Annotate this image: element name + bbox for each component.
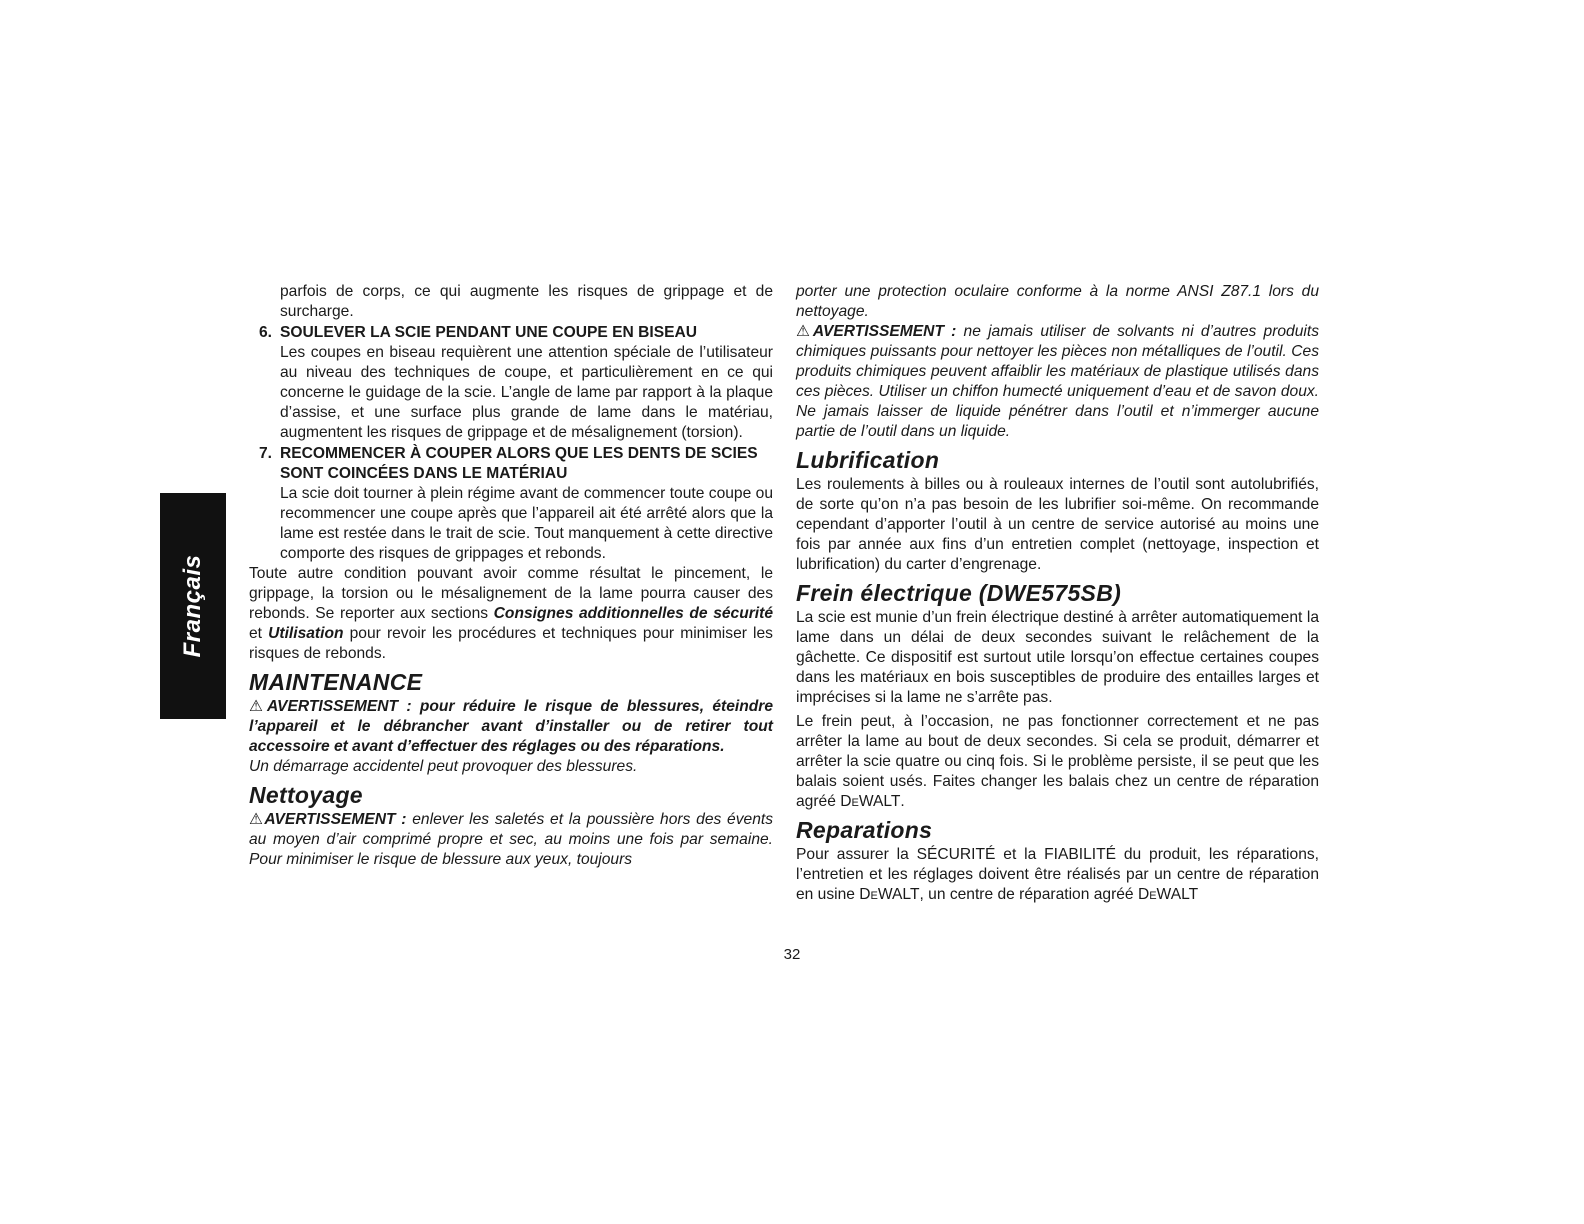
- warning-text: ne jamais utiliser de solvants ni d’autres produits chimiques puissants pour nettoyer les pièces non métalliques de l’outil. Ces produits chimiques peuvent affaiblir les matériaux de plastique utilisés dans ces pièces. Utiliser un chiffon humecté uniquement d’eau et de savon doux. Ne jamais laisser de liquide pénétrer dans l’outil et n’immerger aucune partie de l’outil dans un liquide.: [796, 323, 1319, 440]
- left-column: [249, 282, 773, 870]
- solvent-warning: [796, 322, 1319, 442]
- electric-brake-paragraph-2: [796, 712, 1319, 812]
- warning-icon: ⚠: [249, 811, 265, 828]
- language-side-tab: [160, 493, 226, 719]
- list-item-title: RECOMMENCER À COUPER ALORS QUE LES DENTS DE SCIES SONT COINCÉES DANS LE MATÉRIAU: [280, 445, 758, 482]
- electric-brake-heading: Frein électrique (DWE575SB): [796, 580, 1122, 606]
- warning-label: AVERTISSEMENT :: [264, 811, 407, 828]
- right-column: [796, 282, 1319, 905]
- section-reference-operation: Utilisation: [268, 625, 344, 642]
- language-tab-label: Français: [179, 554, 206, 658]
- list-item-body: La scie doit tourner à plein régime avant de commencer toute coupe ou recommencer une coupe après que l’appareil ait été arrêté alors que la lame est restée dans le trait de scie. Tout manquement à cette directive comporte des risques de grippages et rebonds.: [280, 485, 773, 562]
- list-item-title: SOULEVER LA SCIE PENDANT UNE COUPE EN BISEAU: [280, 324, 698, 341]
- maintenance-note: Un démarrage accidentel peut provoquer des blessures.: [249, 758, 638, 775]
- page-number: 32: [783, 946, 801, 963]
- repairs-paragraph: [796, 845, 1319, 905]
- warning-text: AVERTISSEMENT : pour réduire le risque de blessures, éteindre l’appareil et le débrancher avant d’installer ou de retirer tout accessoire et avant d’effectuer des réglages ou des réparations.: [249, 698, 773, 755]
- maintenance-warning: [249, 697, 773, 757]
- list-item-6: [249, 323, 773, 443]
- brand-name: DeWALT: [840, 793, 901, 810]
- continued-paragraph: porter une protection oculaire conforme à la norme ANSI Z87.1 lors du nettoyage.: [796, 283, 1319, 320]
- maintenance-heading: MAINTENANCE: [249, 669, 423, 695]
- paragraph-text: et: [249, 625, 269, 642]
- paragraph-text: pour revoir les procédures et techniques pour minimiser les risques de rebonds.: [249, 625, 773, 662]
- lubrication-paragraph: Les roulements à billes ou à rouleaux internes de l’outil sont autolubrifiés, de sorte qu’on n’a pas besoin de les lubrifier soi-même. On recommande cependant d’apporter l’outil à un centre de service autorisé au moins une fois par année aux fins d’un entretien complet (nettoyage, inspection et lubrification) du carter d’engrenage.: [796, 476, 1319, 573]
- continued-paragraph: parfois de corps, ce qui augmente les risques de grippage et de surcharge.: [280, 283, 773, 320]
- lubrication-heading: Lubrification: [796, 447, 940, 473]
- list-item-7: [249, 444, 773, 564]
- repairs-heading: Reparations: [796, 817, 933, 843]
- list-item-number: 7.: [259, 445, 273, 462]
- section-reference-safety: Consignes additionnelles de sécurité: [493, 605, 774, 622]
- warning-text: enlever les saletés et la poussière hors des évents au moyen d’air comprimé propre et sec, au moins une fois par semaine. Pour minimiser le risque de blessure aux yeux, toujours: [249, 811, 774, 868]
- paragraph-text: , un centre de réparation agréé: [919, 886, 1138, 903]
- brand-name: DeWALT: [1137, 886, 1199, 903]
- electric-brake-paragraph-1: La scie est munie d’un frein électrique destiné à arrêter automatiquement la lame dans un délai de deux secondes suivant le relâchement de la gâchette. Ce dispositif est surtout utile lorsqu’on effectue certaines coupes dans les matériaux en bois susceptibles de produire des entailles larges et imprécises si la lame ne s’arrête pas.: [796, 609, 1319, 706]
- warning-icon: ⚠: [249, 698, 267, 715]
- warning-label: AVERTISSEMENT :: [812, 323, 957, 340]
- list-item-body: Les coupes en biseau requièrent une attention spéciale de l’utilisateur au niveau des techniques de coupe, et particulièrement en ce qui concerne le guidage de la scie. L’angle de lame par rapport à la plaque d’assise, et une surface plus grande de lame dans le matériau, augmentent les risques de grippage et de mésalignement (torsion).: [280, 344, 773, 441]
- list-item-number: 6.: [259, 324, 273, 341]
- brand-name: DeWALT: [859, 886, 920, 903]
- paragraph-text: Pour assurer la SÉCURITÉ et la FIABILITÉ du produit, les réparations, l’entretien et les réglages doivent être réalisés par un centre de réparation en usine: [796, 846, 1319, 903]
- paragraph-text: .: [900, 793, 905, 810]
- cleaning-warning: [249, 810, 773, 870]
- paragraph-text: Le frein peut, à l’occasion, ne pas fonctionner correctement et ne pas arrêter la lame au bout de deux secondes. Si cela se produit, démarrer et arrêter la scie quatre ou cinq fois. Si le problème persiste, il se peut que les balais soient usés. Faites changer les balais chez un centre de réparation agréé: [796, 713, 1319, 810]
- paragraph-text: Toute autre condition pouvant avoir comme résultat le pincement, le grippage, la torsion ou le mésalignement de la lame pourra causer des rebonds. Se reporter aux sections: [249, 565, 773, 622]
- cleaning-heading: Nettoyage: [249, 782, 363, 808]
- kickback-paragraph: [249, 564, 773, 664]
- warning-icon: ⚠: [796, 323, 813, 340]
